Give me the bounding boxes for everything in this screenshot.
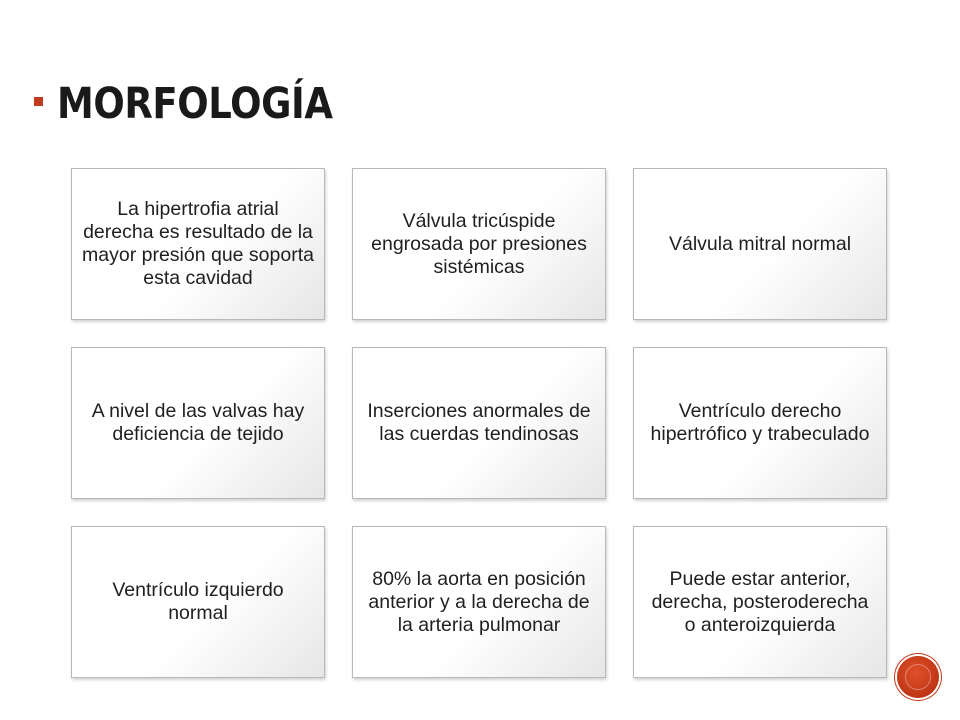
slide-nav-circle-icon[interactable] — [897, 656, 939, 698]
card-aorta-position — [352, 526, 606, 678]
badge-ring — [905, 664, 931, 690]
slide-title: MORFOLOGÍA — [57, 79, 333, 129]
card-text: Válvula mitral normal — [668, 232, 852, 255]
card-text: Puede estar anterior, derecha, posteroderecha o anteroizquierda — [651, 567, 869, 636]
card-mitral-valve — [633, 168, 887, 320]
card-text: Ventrículo izquierdo normal — [112, 579, 284, 624]
card-text: 80% la aorta en posición anterior y a la derecha de la arteria pulmonar — [368, 567, 590, 636]
card-position-variants — [633, 526, 887, 678]
card-text: Inserciones anormales de las cuerdas tendinosas — [367, 400, 591, 445]
card-text: Válvula tricúspide engrosada por presiones sistémicas — [371, 209, 587, 278]
card-text: A nivel de las valvas hay deficiencia de tejido — [91, 400, 305, 445]
card-valve-tissue-deficiency — [71, 347, 325, 499]
card-tricuspid-valve — [352, 168, 606, 320]
card-text: Ventrículo derecho hipertrófico y trabeculado — [650, 400, 870, 445]
card-left-ventricle — [71, 526, 325, 678]
card-chordae-insertions — [352, 347, 606, 499]
card-text: La hipertrofia atrial derecha es resultado de la mayor presión que soporta esta cavidad — [82, 198, 314, 289]
card-right-ventricle — [633, 347, 887, 499]
card-right-atrial-hypertrophy — [71, 168, 325, 320]
